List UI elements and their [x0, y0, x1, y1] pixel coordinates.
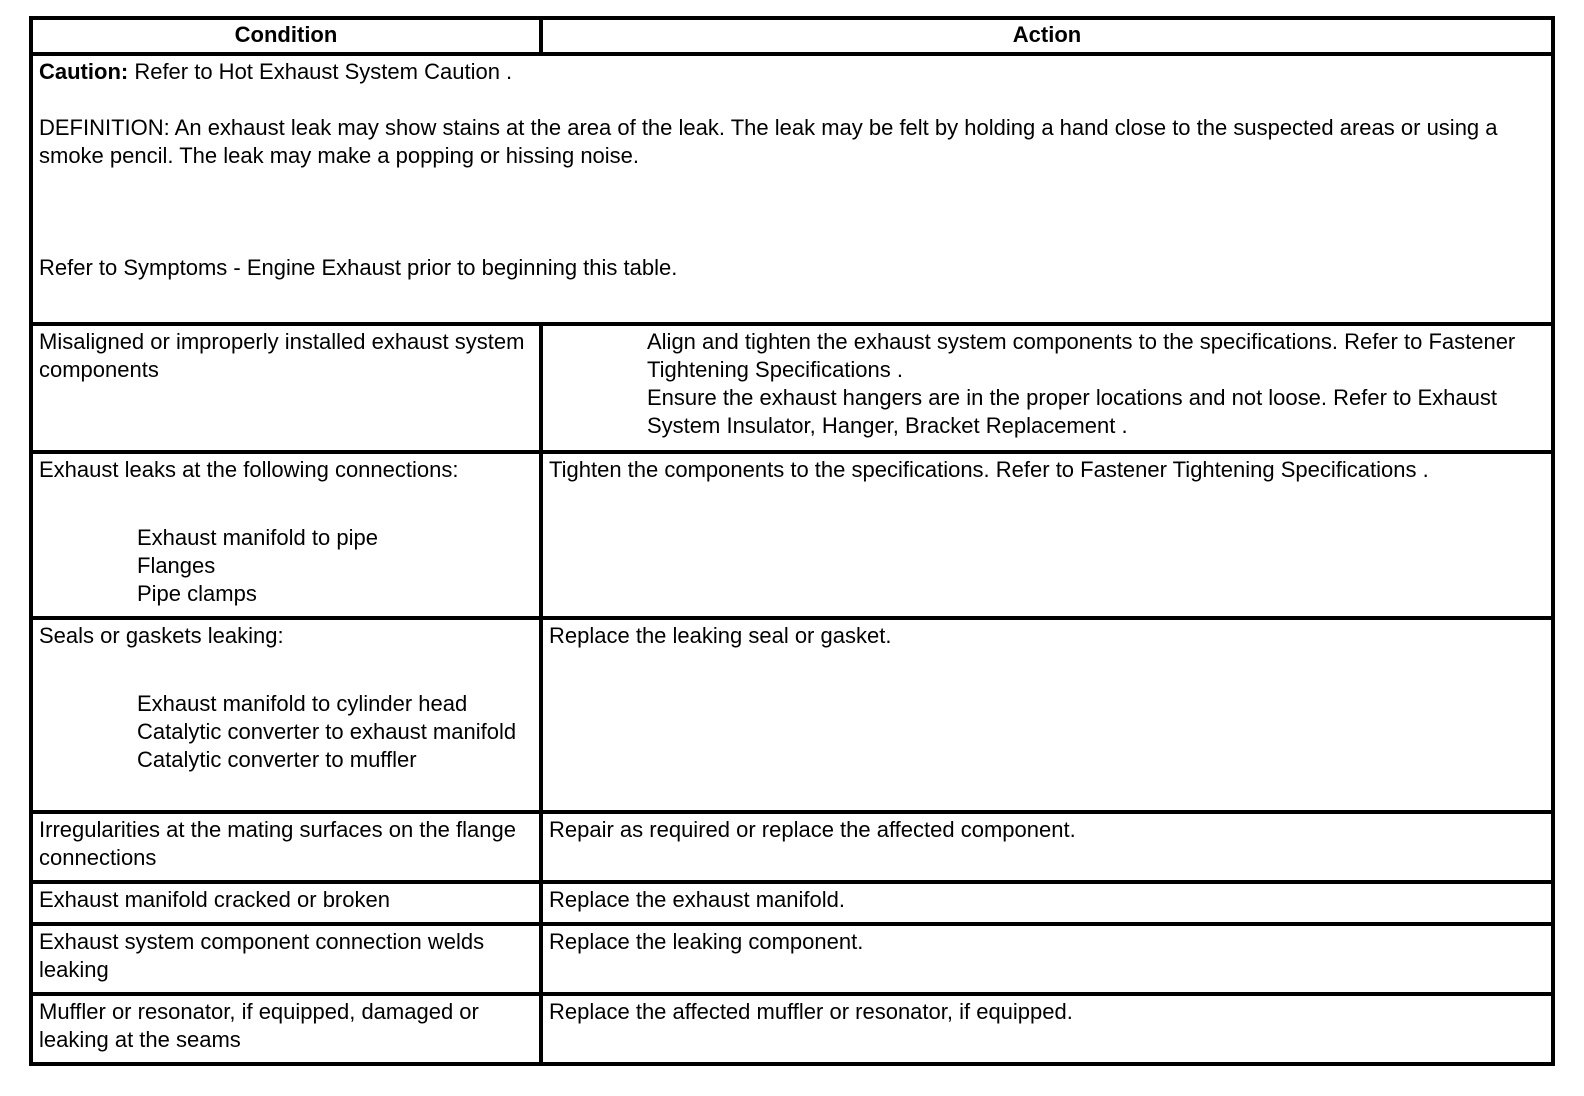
table-row — [31, 324, 1553, 452]
condition-cell: Exhaust manifold cracked or broken — [31, 882, 541, 924]
condition-cell — [31, 618, 541, 812]
action-header: Action — [541, 18, 1553, 54]
condition-text: Seals or gaskets leaking: — [39, 623, 284, 648]
action-cell: Replace the affected muffler or resonator, if equipped. — [541, 994, 1553, 1064]
definition-text: DEFINITION: An exhaust leak may show stains at the area of the leak. The leak may be felt by holding a hand close to the suspected areas or using a smoke pencil. The leak may make a popping or hissing noise. — [39, 115, 1498, 168]
caution-text: Refer to Hot Exhaust System Caution . — [128, 59, 513, 84]
caution-line — [39, 58, 1545, 86]
action-cell: Tighten the components to the specifications. Refer to Fastener Tightening Specifications . — [541, 452, 1553, 618]
action-cell: Replace the leaking seal or gasket. — [541, 618, 1553, 812]
action-cell: Replace the exhaust manifold. — [541, 882, 1553, 924]
action-step: Align and tighten the exhaust system components to the specifications. Refer to Fastener Tightening Specifications . — [647, 329, 1516, 382]
condition-header: Condition — [31, 18, 541, 54]
condition-cell: Exhaust system component connection welds leaking — [31, 924, 541, 994]
condition-cell: Muffler or resonator, if equipped, damaged or leaking at the seams — [31, 994, 541, 1064]
condition-cell: Misaligned or improperly installed exhaust system components — [31, 324, 541, 452]
table-row — [31, 924, 1553, 994]
action-cell: Replace the leaking component. — [541, 924, 1553, 994]
table-row — [31, 618, 1553, 812]
diagnostic-table — [29, 16, 1555, 1066]
sub-item: Exhaust manifold to cylinder head — [137, 691, 468, 716]
condition-cell: Irregularities at the mating surfaces on the flange connections — [31, 812, 541, 882]
table-row — [31, 452, 1553, 618]
condition-text: Exhaust leaks at the following connections: — [39, 457, 459, 482]
action-cell: Repair as required or replace the affected component. — [541, 812, 1553, 882]
table-row — [31, 994, 1553, 1064]
table-row — [31, 882, 1553, 924]
condition-cell — [31, 452, 541, 618]
sub-item: Pipe clamps — [137, 581, 257, 606]
caution-label: Caution: — [39, 59, 129, 84]
intro-cell — [31, 54, 1553, 324]
sub-item: Flanges — [137, 553, 216, 578]
action-cell — [541, 324, 1553, 452]
header-row — [31, 18, 1553, 54]
sub-item: Catalytic converter to muffler — [137, 747, 417, 772]
sub-item: Exhaust manifold to pipe — [137, 525, 378, 550]
intro-row — [31, 54, 1553, 324]
sub-item: Catalytic converter to exhaust manifold — [137, 719, 517, 744]
action-step: Ensure the exhaust hangers are in the proper locations and not loose. Refer to Exhaust System Insulator, Hanger, Bracket Replacement . — [647, 385, 1497, 438]
refer-text: Refer to Symptoms - Engine Exhaust prior to beginning this table. — [39, 255, 678, 280]
table-row — [31, 812, 1553, 882]
